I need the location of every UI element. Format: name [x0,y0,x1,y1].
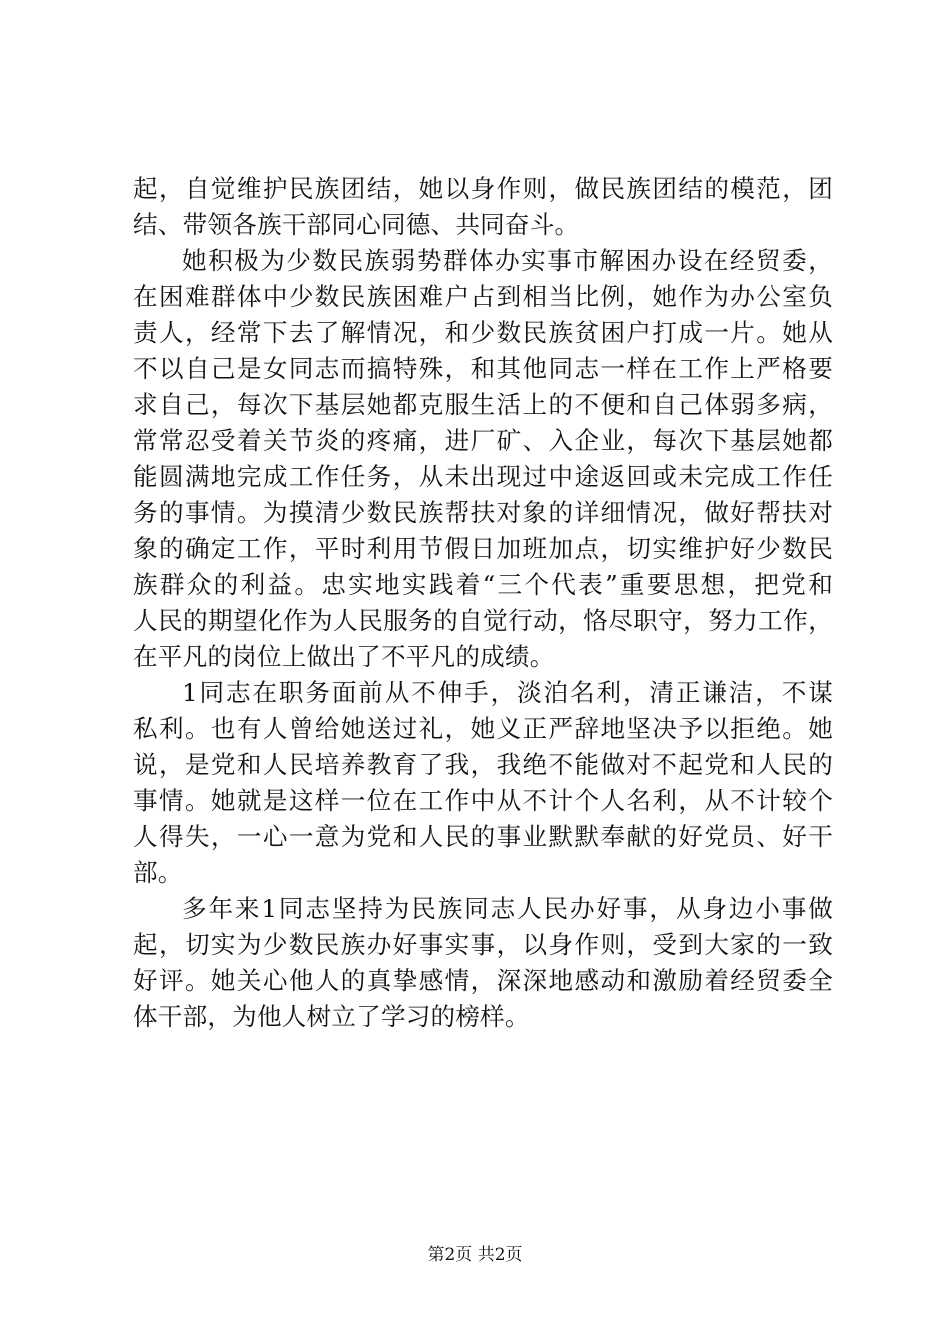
paragraph-line: 她积极为少数民族弱势群体办实事市解困办设在经贸委， [182,246,833,275]
paragraph-line: 能圆满地完成工作任务，从未出现过中途返回或未完成工作任 [133,462,833,491]
paragraph-line: 起，切实为少数民族办好事实事，以身作则，受到大家的一致 [133,930,833,959]
paragraph-line: 族群众的利益。忠实地实践着“三个代表”重要思想，把党和 [133,570,833,599]
paragraph-line: 部。 [133,858,183,887]
paragraph-line: 体干部，为他人树立了学习的榜样。 [133,1002,530,1031]
paragraph-line: 求自己，每次下基层她都克服生活上的不便和自己体弱多病， [133,390,833,419]
paragraph-line: 多年来1同志坚持为民族同志人民办好事，从身边小事做 [182,894,833,923]
paragraph-line: 象的确定工作，平时利用节假日加班加点，切实维护好少数民 [133,534,833,563]
paragraph-line: 常常忍受着关节炎的疼痛，进厂矿、入企业，每次下基层她都 [133,426,833,455]
paragraph-line: 起，自觉维护民族团结，她以身作则，做民族团结的模范，团 [133,174,833,203]
paragraph-line: 务的事情。为摸清少数民族帮扶对象的详细情况，做好帮扶对 [133,498,833,527]
document-body [133,171,833,1035]
paragraph-line: 私利。也有人曾给她送过礼，她义正严辞地坚决予以拒绝。她 [133,714,833,743]
paragraph-line: 1同志在职务面前从不伸手，淡泊名利，清正谦洁，不谋 [182,678,833,707]
paragraph-line: 说，是党和人民培养教育了我，我绝不能做对不起党和人民的 [133,750,833,779]
page-footer: 第2页 共2页 [427,1245,523,1265]
paragraph-line: 在平凡的岗位上做出了不平凡的成绩。 [133,642,555,671]
paragraph-line: 事情。她就是这样一位在工作中从不计个人名利，从不计较个 [133,786,833,815]
paragraph-line: 责人，经常下去了解情况，和少数民族贫困户打成一片。她从 [133,318,833,347]
paragraph-line: 结、带领各族干部同心同德、共同奋斗。 [133,210,580,239]
paragraph-line: 好评。她关心他人的真挚感情，深深地感动和激励着经贸委全 [133,966,833,995]
paragraph-line: 在困难群体中少数民族困难户占到相当比例，她作为办公室负 [133,282,833,311]
paragraph-line: 人得失，一心一意为党和人民的事业默默奉献的好党员、好干 [133,822,833,851]
paragraph-line: 人民的期望化作为人民服务的自觉行动，恪尽职守，努力工作， [133,606,833,635]
paragraph-line: 不以自己是女同志而搞特殊，和其他同志一样在工作上严格要 [133,354,833,383]
